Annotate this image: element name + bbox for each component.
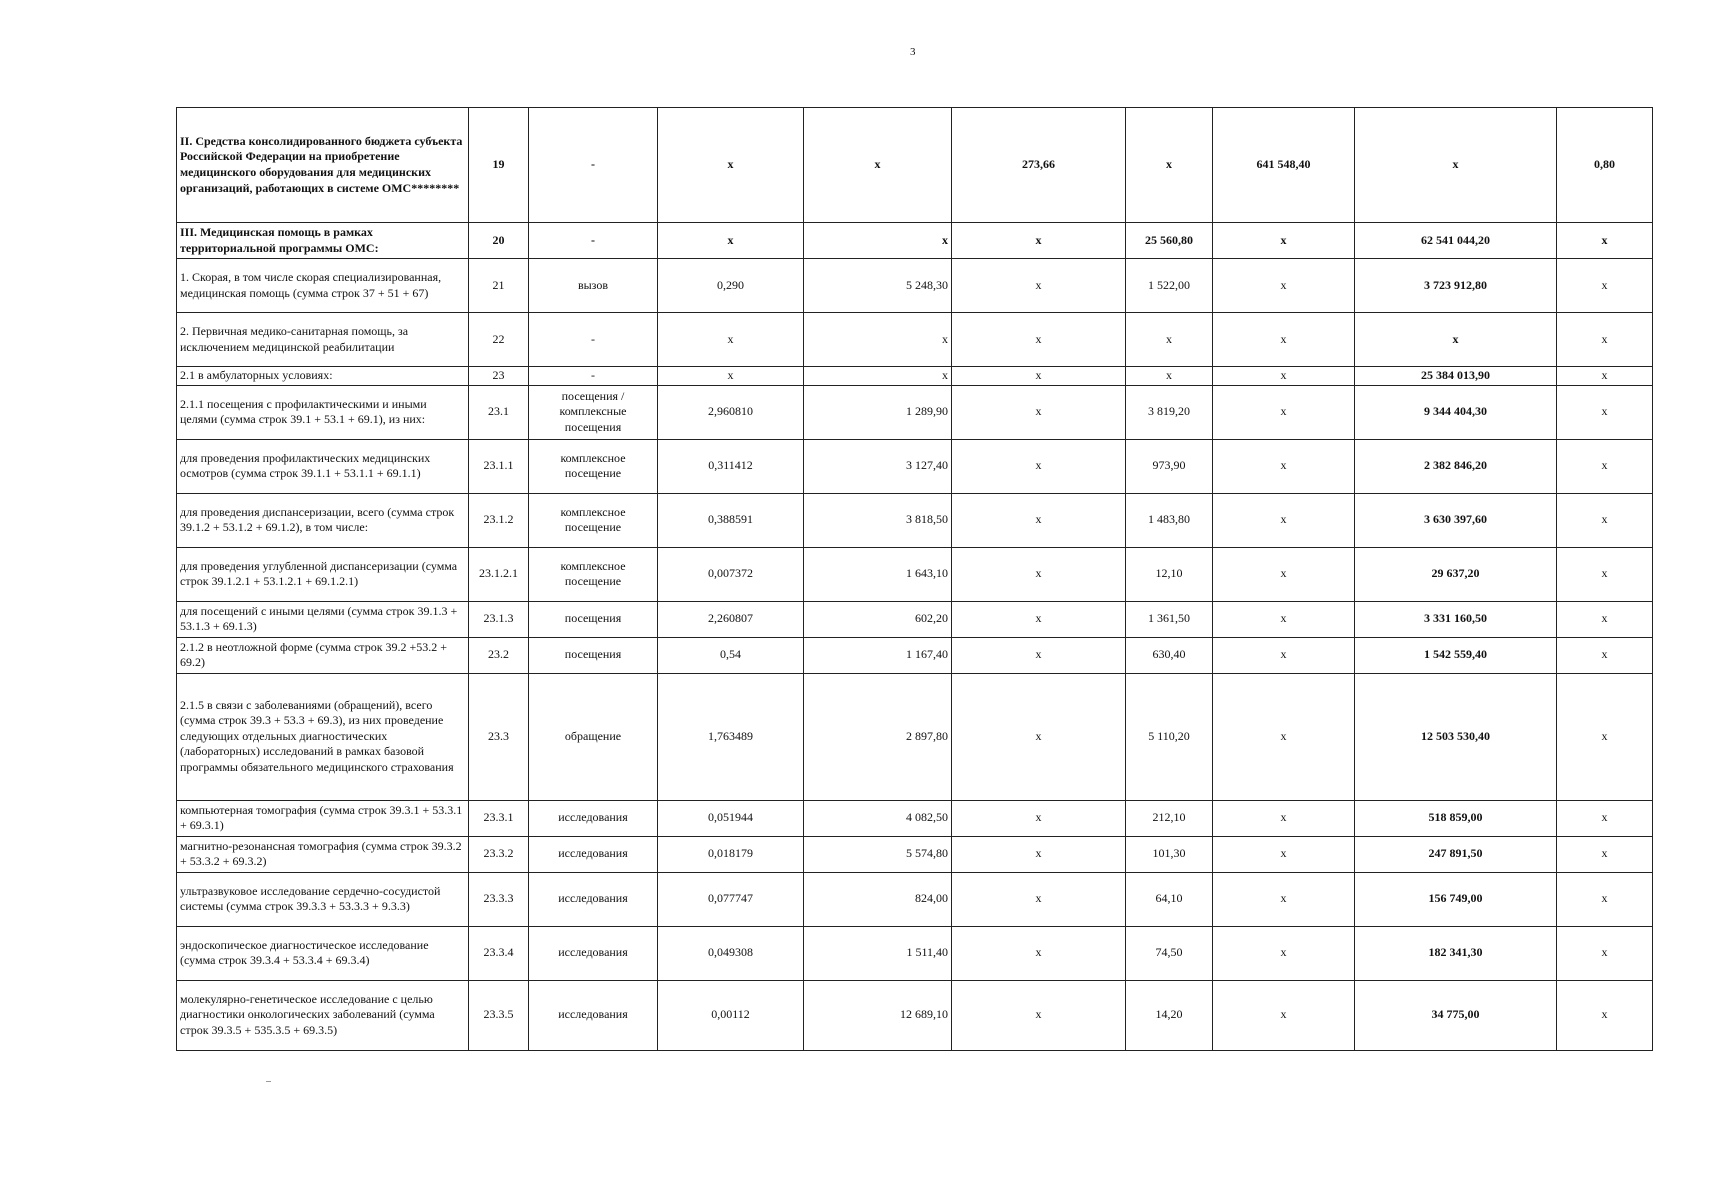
unit-cell: -: [529, 108, 658, 223]
share-cell: 0,80: [1557, 108, 1653, 223]
budget-total-cell: x: [1213, 673, 1355, 800]
oms-total-cell: 3 331 160,50: [1355, 601, 1557, 637]
table-row: [177, 439, 1653, 493]
share-cell: x: [1557, 980, 1653, 1050]
table-body: [177, 108, 1653, 1051]
row-number-cell: 23.3.5: [469, 980, 529, 1050]
cost-norm-cell: x: [804, 367, 952, 386]
row-number-cell: 23.1: [469, 385, 529, 439]
unit-cell: исследования: [529, 926, 658, 980]
table-row: [177, 872, 1653, 926]
row-number-cell: 23.3.2: [469, 836, 529, 872]
budget-per-capita-cell: x: [952, 836, 1126, 872]
oms-total-cell: 2 382 846,20: [1355, 439, 1557, 493]
budget-per-capita-cell: x: [952, 637, 1126, 673]
oms-total-cell: 9 344 404,30: [1355, 385, 1557, 439]
volume-norm-cell: x: [658, 313, 804, 367]
budget-total-cell: x: [1213, 439, 1355, 493]
unit-cell: исследования: [529, 800, 658, 836]
table-row: [177, 108, 1653, 223]
name-cell: 1. Скорая, в том числе скорая специализированная, медицинская помощь (сумма строк 37 + 51 + 67): [177, 259, 469, 313]
oms-per-capita-cell: 25 560,80: [1126, 223, 1213, 259]
share-cell: x: [1557, 367, 1653, 386]
oms-per-capita-cell: 630,40: [1126, 637, 1213, 673]
volume-norm-cell: 0,54: [658, 637, 804, 673]
oms-total-cell: 1 542 559,40: [1355, 637, 1557, 673]
unit-cell: -: [529, 367, 658, 386]
oms-total-cell: x: [1355, 108, 1557, 223]
share-cell: x: [1557, 439, 1653, 493]
name-cell: III. Медицинская помощь в рамках территориальной программы ОМС:: [177, 223, 469, 259]
table-row: [177, 493, 1653, 547]
share-cell: x: [1557, 547, 1653, 601]
oms-per-capita-cell: 5 110,20: [1126, 673, 1213, 800]
budget-total-cell: x: [1213, 313, 1355, 367]
budget-per-capita-cell: x: [952, 800, 1126, 836]
oms-per-capita-cell: 74,50: [1126, 926, 1213, 980]
budget-total-cell: x: [1213, 601, 1355, 637]
budget-per-capita-cell: x: [952, 367, 1126, 386]
share-cell: x: [1557, 313, 1653, 367]
volume-norm-cell: 2,960810: [658, 385, 804, 439]
oms-total-cell: x: [1355, 313, 1557, 367]
table-row: [177, 223, 1653, 259]
oms-per-capita-cell: 14,20: [1126, 980, 1213, 1050]
oms-total-cell: 12 503 530,40: [1355, 673, 1557, 800]
row-number-cell: 23.1.2.1: [469, 547, 529, 601]
unit-cell: обращение: [529, 673, 658, 800]
table-row: [177, 637, 1653, 673]
volume-norm-cell: 0,00112: [658, 980, 804, 1050]
budget-total-cell: 641 548,40: [1213, 108, 1355, 223]
row-number-cell: 23: [469, 367, 529, 386]
row-number-cell: 19: [469, 108, 529, 223]
volume-norm-cell: 0,311412: [658, 439, 804, 493]
share-cell: x: [1557, 800, 1653, 836]
volume-norm-cell: 0,007372: [658, 547, 804, 601]
oms-per-capita-cell: x: [1126, 367, 1213, 386]
budget-total-cell: x: [1213, 926, 1355, 980]
share-cell: x: [1557, 259, 1653, 313]
oms-per-capita-cell: 973,90: [1126, 439, 1213, 493]
cost-norm-cell: 3 127,40: [804, 439, 952, 493]
budget-per-capita-cell: x: [952, 385, 1126, 439]
unit-cell: исследования: [529, 872, 658, 926]
budget-total-cell: x: [1213, 367, 1355, 386]
table-row: [177, 601, 1653, 637]
table-row: [177, 367, 1653, 386]
budget-total-cell: x: [1213, 637, 1355, 673]
unit-cell: вызов: [529, 259, 658, 313]
budget-total-cell: x: [1213, 980, 1355, 1050]
row-number-cell: 23.3.4: [469, 926, 529, 980]
oms-total-cell: 29 637,20: [1355, 547, 1557, 601]
name-cell: для проведения диспансеризации, всего (сумма строк 39.1.2 + 53.1.2 + 69.1.2), в том числе:: [177, 493, 469, 547]
budget-per-capita-cell: x: [952, 547, 1126, 601]
report-table: [176, 107, 1653, 1051]
oms-total-cell: 156 749,00: [1355, 872, 1557, 926]
unit-cell: посещения: [529, 601, 658, 637]
table-row: [177, 313, 1653, 367]
unit-cell: посещения: [529, 637, 658, 673]
cost-norm-cell: x: [804, 313, 952, 367]
row-number-cell: 22: [469, 313, 529, 367]
volume-norm-cell: 2,260807: [658, 601, 804, 637]
share-cell: x: [1557, 637, 1653, 673]
row-number-cell: 23.2: [469, 637, 529, 673]
budget-per-capita-cell: x: [952, 980, 1126, 1050]
table-row: [177, 926, 1653, 980]
oms-total-cell: 62 541 044,20: [1355, 223, 1557, 259]
unit-cell: посещения / комплексные посещения: [529, 385, 658, 439]
oms-per-capita-cell: 3 819,20: [1126, 385, 1213, 439]
cost-norm-cell: 5 248,30: [804, 259, 952, 313]
cost-norm-cell: 2 897,80: [804, 673, 952, 800]
table-row: [177, 547, 1653, 601]
cost-norm-cell: 1 167,40: [804, 637, 952, 673]
oms-total-cell: 3 723 912,80: [1355, 259, 1557, 313]
budget-total-cell: x: [1213, 223, 1355, 259]
budget-per-capita-cell: x: [952, 926, 1126, 980]
scan-mark: [266, 1081, 271, 1082]
volume-norm-cell: 0,077747: [658, 872, 804, 926]
budget-total-cell: x: [1213, 872, 1355, 926]
name-cell: магнитно-резонансная томография (сумма строк 39.3.2 + 53.3.2 + 69.3.2): [177, 836, 469, 872]
name-cell: для проведения углубленной диспансеризации (сумма строк 39.1.2.1 + 53.1.2.1 + 69.1.2.1): [177, 547, 469, 601]
volume-norm-cell: 0,290: [658, 259, 804, 313]
oms-per-capita-cell: x: [1126, 108, 1213, 223]
row-number-cell: 23.3.3: [469, 872, 529, 926]
table-row: [177, 259, 1653, 313]
row-number-cell: 23.3.1: [469, 800, 529, 836]
budget-total-cell: x: [1213, 800, 1355, 836]
volume-norm-cell: x: [658, 108, 804, 223]
volume-norm-cell: 1,763489: [658, 673, 804, 800]
share-cell: x: [1557, 673, 1653, 800]
unit-cell: исследования: [529, 836, 658, 872]
budget-per-capita-cell: x: [952, 313, 1126, 367]
table-row: [177, 980, 1653, 1050]
row-number-cell: 23.1.3: [469, 601, 529, 637]
name-cell: 2.1 в амбулаторных условиях:: [177, 367, 469, 386]
budget-per-capita-cell: x: [952, 223, 1126, 259]
oms-total-cell: 25 384 013,90: [1355, 367, 1557, 386]
oms-per-capita-cell: x: [1126, 313, 1213, 367]
name-cell: ультразвуковое исследование сердечно-сосудистой системы (сумма строк 39.3.3 + 53.3.3 + 9.3.3): [177, 872, 469, 926]
name-cell: 2.1.5 в связи с заболеваниями (обращений), всего (сумма строк 39.3 + 53.3 + 69.3), из них проведение следующих отдельных диагностических (лабораторных) исследований в рамках базовой программы обязательного медицинского страхования: [177, 673, 469, 800]
cost-norm-cell: x: [804, 108, 952, 223]
budget-per-capita-cell: x: [952, 493, 1126, 547]
budget-total-cell: x: [1213, 836, 1355, 872]
cost-norm-cell: 602,20: [804, 601, 952, 637]
row-number-cell: 20: [469, 223, 529, 259]
volume-norm-cell: 0,018179: [658, 836, 804, 872]
budget-per-capita-cell: 273,66: [952, 108, 1126, 223]
cost-norm-cell: 824,00: [804, 872, 952, 926]
name-cell: 2.1.2 в неотложной форме (сумма строк 39.2 +53.2 + 69.2): [177, 637, 469, 673]
cost-norm-cell: 1 511,40: [804, 926, 952, 980]
share-cell: x: [1557, 493, 1653, 547]
oms-total-cell: 34 775,00: [1355, 980, 1557, 1050]
cost-norm-cell: 3 818,50: [804, 493, 952, 547]
budget-per-capita-cell: x: [952, 673, 1126, 800]
volume-norm-cell: x: [658, 223, 804, 259]
volume-norm-cell: x: [658, 367, 804, 386]
oms-per-capita-cell: 212,10: [1126, 800, 1213, 836]
table-row: [177, 385, 1653, 439]
cost-norm-cell: 1 643,10: [804, 547, 952, 601]
cost-norm-cell: 4 082,50: [804, 800, 952, 836]
oms-per-capita-cell: 1 483,80: [1126, 493, 1213, 547]
volume-norm-cell: 0,051944: [658, 800, 804, 836]
volume-norm-cell: 0,388591: [658, 493, 804, 547]
cost-norm-cell: 5 574,80: [804, 836, 952, 872]
oms-per-capita-cell: 1 522,00: [1126, 259, 1213, 313]
budget-per-capita-cell: x: [952, 601, 1126, 637]
share-cell: x: [1557, 385, 1653, 439]
unit-cell: комплексное посещение: [529, 547, 658, 601]
oms-total-cell: 518 859,00: [1355, 800, 1557, 836]
oms-per-capita-cell: 64,10: [1126, 872, 1213, 926]
volume-norm-cell: 0,049308: [658, 926, 804, 980]
table-row: [177, 836, 1653, 872]
name-cell: для проведения профилактических медицинских осмотров (сумма строк 39.1.1 + 53.1.1 + 69.1.1): [177, 439, 469, 493]
table-row: [177, 800, 1653, 836]
budget-total-cell: x: [1213, 259, 1355, 313]
share-cell: x: [1557, 926, 1653, 980]
budget-total-cell: x: [1213, 385, 1355, 439]
budget-total-cell: x: [1213, 493, 1355, 547]
name-cell: II. Средства консолидированного бюджета субъекта Российской Федерации на приобретение медицинского оборудования для медицинских организаций, работающих в системе ОМС********: [177, 108, 469, 223]
name-cell: 2.1.1 посещения с профилактическими и иными целями (сумма строк 39.1 + 53.1 + 69.1), из них:: [177, 385, 469, 439]
unit-cell: комплексное посещение: [529, 493, 658, 547]
cost-norm-cell: x: [804, 223, 952, 259]
oms-total-cell: 247 891,50: [1355, 836, 1557, 872]
unit-cell: исследования: [529, 980, 658, 1050]
budget-per-capita-cell: x: [952, 259, 1126, 313]
name-cell: компьютерная томография (сумма строк 39.3.1 + 53.3.1 + 69.3.1): [177, 800, 469, 836]
table-row: [177, 673, 1653, 800]
cost-norm-cell: 1 289,90: [804, 385, 952, 439]
oms-per-capita-cell: 12,10: [1126, 547, 1213, 601]
row-number-cell: 23.3: [469, 673, 529, 800]
name-cell: эндоскопическое диагностическое исследование (сумма строк 39.3.4 + 53.3.4 + 69.3.4): [177, 926, 469, 980]
unit-cell: комплексное посещение: [529, 439, 658, 493]
oms-per-capita-cell: 1 361,50: [1126, 601, 1213, 637]
budget-total-cell: x: [1213, 547, 1355, 601]
share-cell: x: [1557, 223, 1653, 259]
oms-total-cell: 3 630 397,60: [1355, 493, 1557, 547]
oms-total-cell: 182 341,30: [1355, 926, 1557, 980]
page-number: 3: [910, 46, 916, 58]
share-cell: x: [1557, 601, 1653, 637]
unit-cell: -: [529, 223, 658, 259]
name-cell: для посещений с иными целями (сумма строк 39.1.3 + 53.1.3 + 69.1.3): [177, 601, 469, 637]
budget-per-capita-cell: x: [952, 872, 1126, 926]
row-number-cell: 21: [469, 259, 529, 313]
row-number-cell: 23.1.2: [469, 493, 529, 547]
cost-norm-cell: 12 689,10: [804, 980, 952, 1050]
share-cell: x: [1557, 872, 1653, 926]
row-number-cell: 23.1.1: [469, 439, 529, 493]
budget-per-capita-cell: x: [952, 439, 1126, 493]
name-cell: молекулярно-генетическое исследование с целью диагностики онкологических заболеваний (сумма строк 39.3.5 + 535.3.5 + 69.3.5): [177, 980, 469, 1050]
share-cell: x: [1557, 836, 1653, 872]
oms-per-capita-cell: 101,30: [1126, 836, 1213, 872]
unit-cell: -: [529, 313, 658, 367]
name-cell: 2. Первичная медико-санитарная помощь, за исключением медицинской реабилитации: [177, 313, 469, 367]
